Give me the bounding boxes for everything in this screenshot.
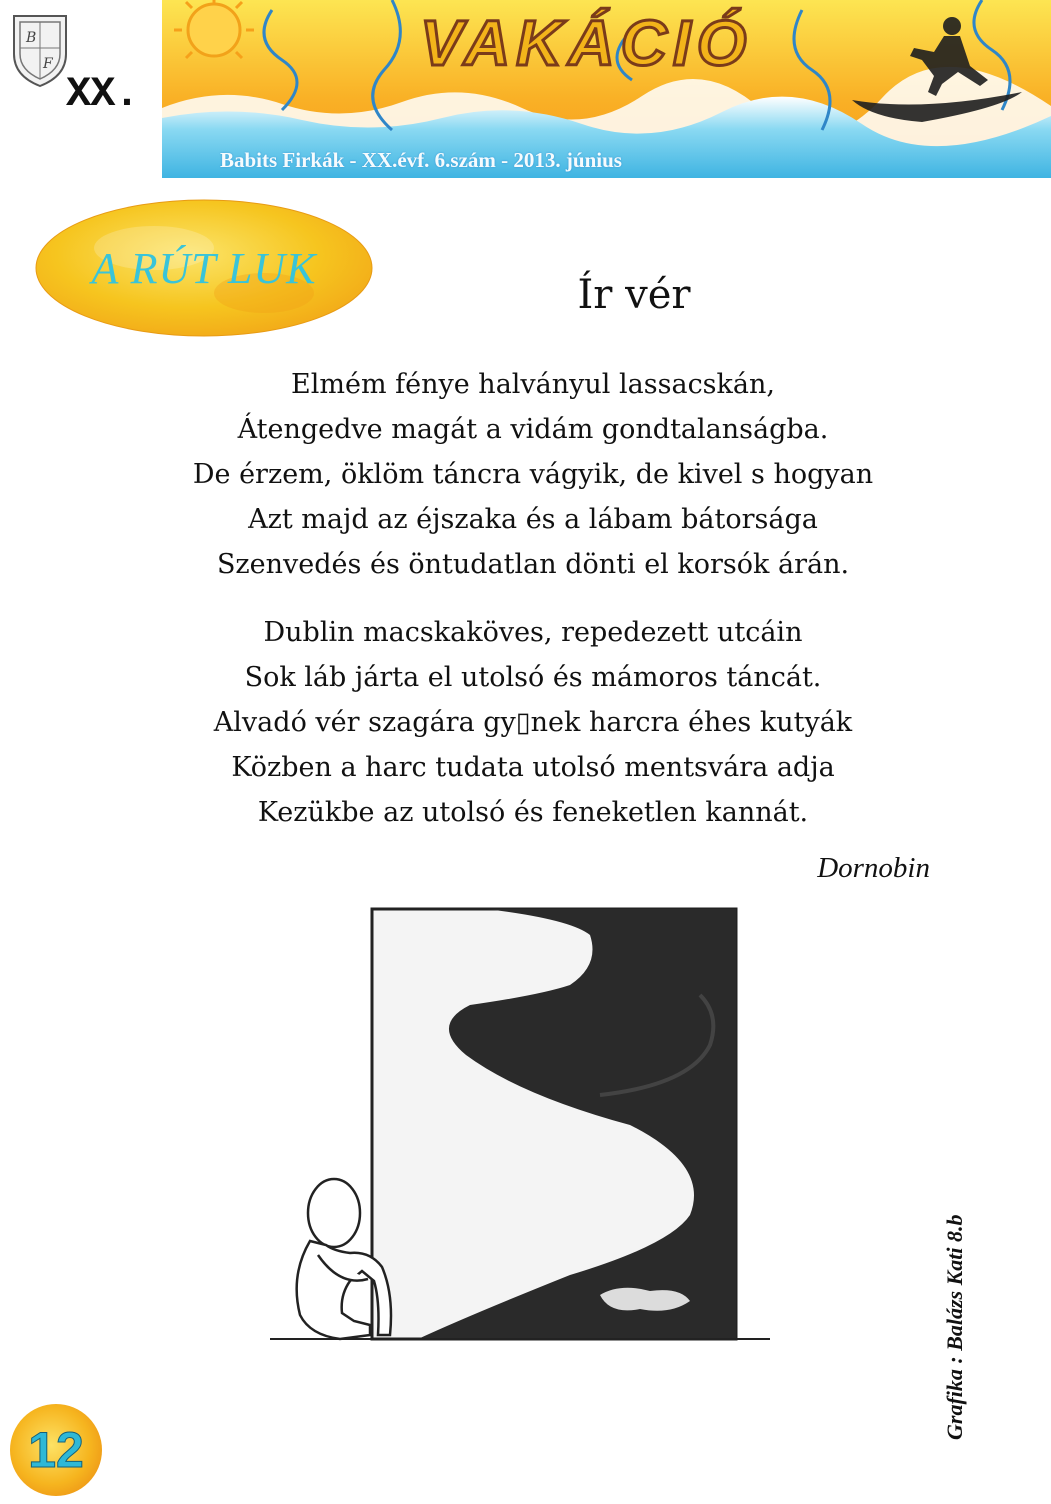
- illustration-credit: Grafika : Balázs Kati 8.b: [942, 1214, 967, 1440]
- poem-stanza-2: [0, 610, 1051, 835]
- poem-author: Dornobin: [817, 852, 930, 884]
- poem-line: Szenvedés és öntudatlan dönti el korsók árán.: [216, 549, 850, 580]
- poem-line: Azt majd az éjszaka és a lábam bátorsága: [248, 504, 818, 535]
- poem-line: Dublin macskaköves, repedezett utcáin: [263, 617, 803, 648]
- poem-line: Elmém fénye halványul lassacskán,: [291, 369, 775, 400]
- poem-line: Közben a harc tudata utolsó mentsvára adja: [231, 752, 835, 783]
- svg-text:B: B: [26, 30, 37, 46]
- poem-line: Alvadó vér szagára gy▯nek harcra éhes kutyák: [213, 707, 853, 738]
- svg-text:F: F: [43, 56, 53, 72]
- section-label: A RÚT LUK: [91, 243, 317, 293]
- poem-line: Kezükbe az utolsó és feneketlen kannát.: [257, 797, 809, 828]
- poem-line: Sok láb járta el utolsó és mámoros táncát.: [244, 662, 822, 693]
- page-number: 12: [28, 1422, 84, 1478]
- banner-subtitle: Babits Firkák - XX.évf. 6.szám - 2013. június: [220, 148, 622, 172]
- poem-line: Átengedve magát a vidám gondtalanságba.: [237, 414, 829, 445]
- illustration: [270, 895, 770, 1365]
- header-banner: [162, 0, 1051, 178]
- school-logo: [8, 10, 72, 90]
- poem-line: De érzem, öklöm táncra vágyik, de kivel s hogyan: [192, 459, 874, 490]
- poem-title: Ír vér: [577, 272, 691, 318]
- issue-roman-number: XX.: [66, 70, 139, 118]
- banner-title: VAKÁCIÓ: [420, 7, 753, 79]
- poem-stanza-1: [0, 362, 1051, 587]
- page-number-badge: [6, 1400, 106, 1500]
